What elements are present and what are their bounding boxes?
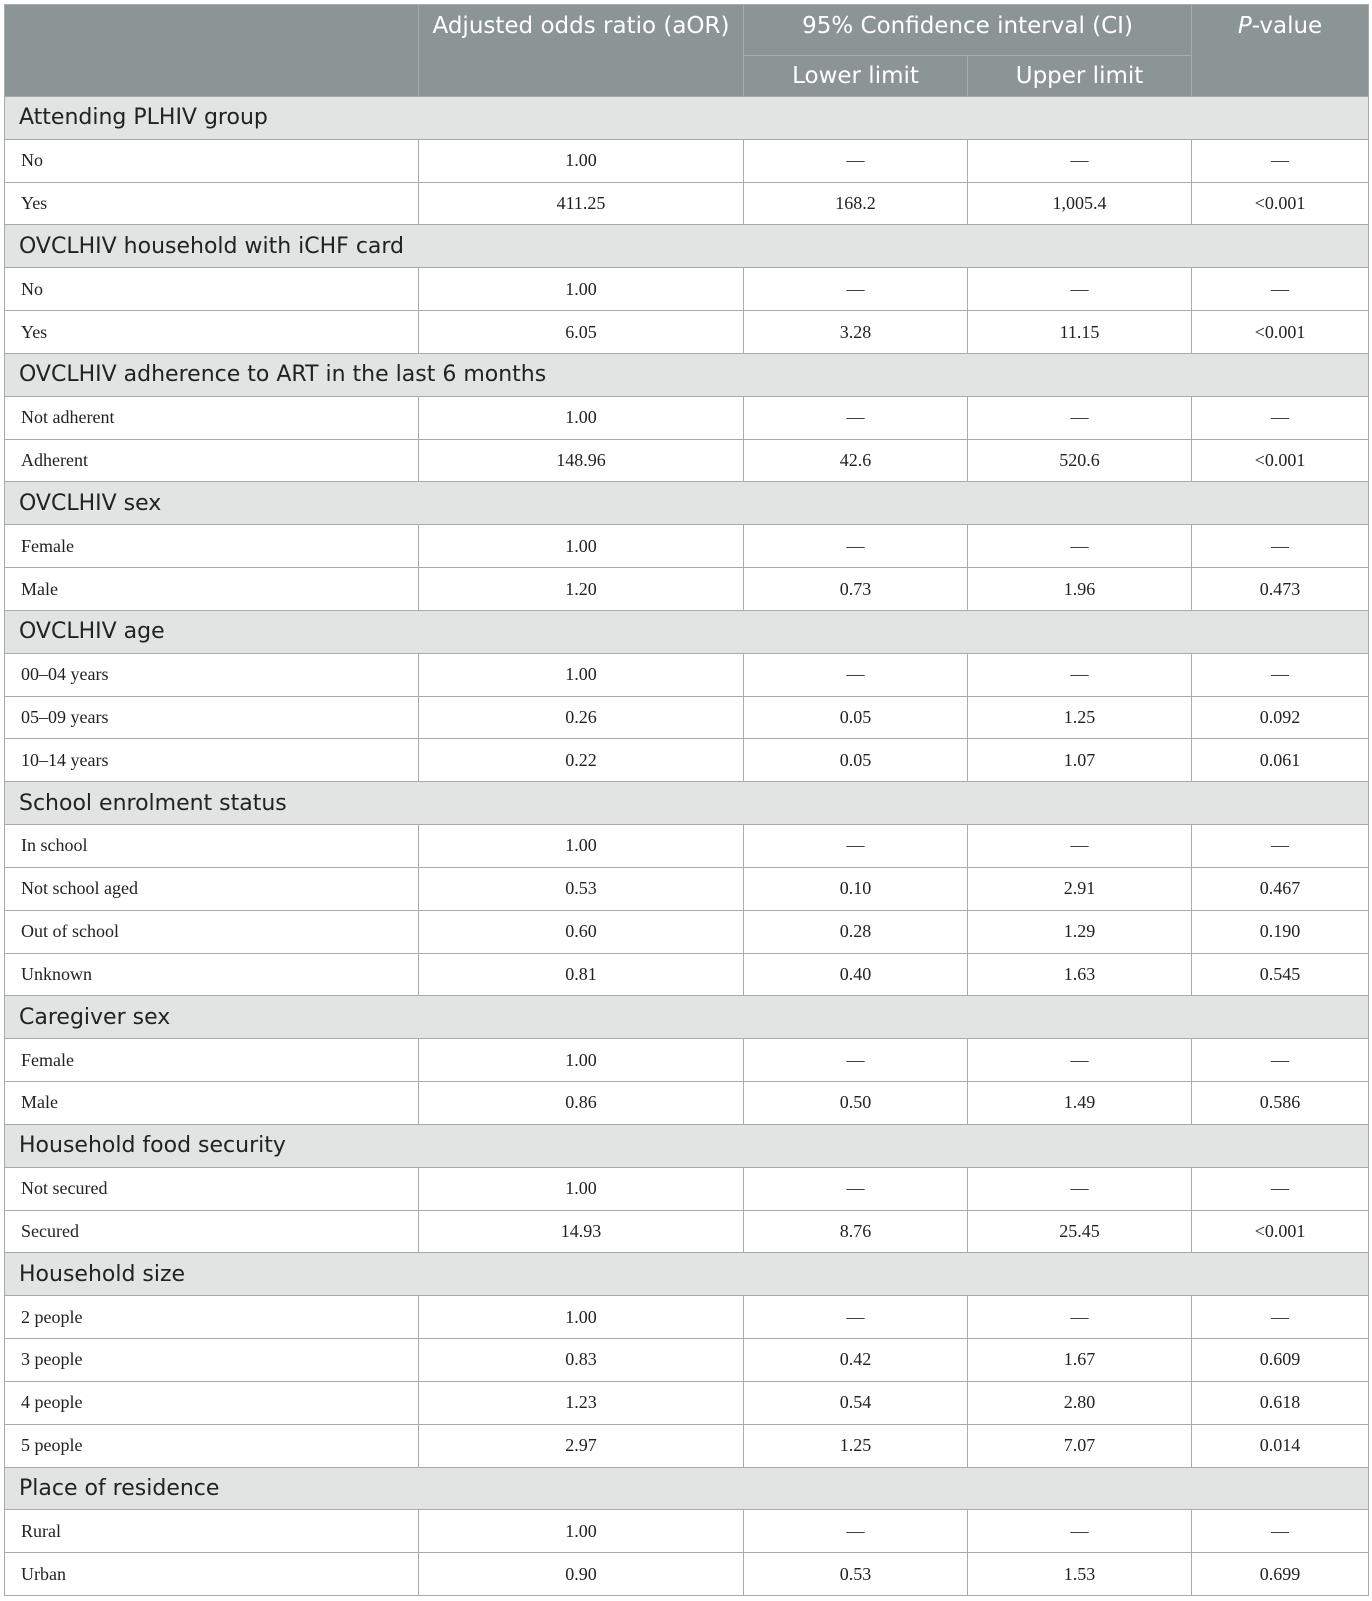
table-row [5,139,1369,182]
table-row [5,739,1369,782]
ci-lower-cell: — [744,268,968,311]
row-label: 10–14 years [5,739,419,782]
ci-upper-cell: 1.53 [968,1553,1192,1596]
ci-upper-cell: 25.45 [968,1210,1192,1253]
p-value-cell: 0.473 [1192,568,1369,611]
aor-cell: 1.20 [419,568,744,611]
aor-cell: 1.23 [419,1381,744,1424]
p-value-cell: — [1192,1296,1369,1339]
table-row [5,1553,1369,1596]
ci-lower-cell: — [744,653,968,696]
aor-cell: 1.00 [419,653,744,696]
ci-upper-cell: — [968,1296,1192,1339]
row-label: Not secured [5,1167,419,1210]
ci-upper-cell: 2.91 [968,867,1192,910]
header-ci: 95% Confidence interval (CI) [744,5,1192,56]
aor-cell: 0.86 [419,1082,744,1125]
p-value-cell: 0.618 [1192,1381,1369,1424]
p-value-cell: — [1192,525,1369,568]
ci-lower-cell: 0.10 [744,867,968,910]
p-value-cell: 0.014 [1192,1424,1369,1467]
aor-cell: 1.00 [419,825,744,868]
row-label: Female [5,1039,419,1082]
group-row [5,353,1369,396]
row-label: Unknown [5,953,419,996]
row-label: No [5,268,419,311]
group-title: Household food security [5,1124,1369,1167]
p-value-cell: — [1192,1167,1369,1210]
ci-lower-cell: 8.76 [744,1210,968,1253]
ci-upper-cell: 1,005.4 [968,182,1192,225]
aor-cell: 1.00 [419,268,744,311]
ci-lower-cell: — [744,1167,968,1210]
group-title: OVCLHIV age [5,610,1369,653]
row-label: 3 people [5,1339,419,1382]
group-title: Attending PLHIV group [5,97,1369,140]
row-label: Yes [5,182,419,225]
p-value-cell: <0.001 [1192,182,1369,225]
table-row [5,867,1369,910]
header-blank [5,5,419,97]
p-value-cell: 0.699 [1192,1553,1369,1596]
group-row [5,996,1369,1039]
table-row [5,396,1369,439]
ci-upper-cell: 1.67 [968,1339,1192,1382]
ci-lower-cell: — [744,825,968,868]
p-value-cell: <0.001 [1192,1210,1369,1253]
aor-cell: 1.00 [419,1510,744,1553]
ci-lower-cell: 1.25 [744,1424,968,1467]
ci-lower-cell: 168.2 [744,182,968,225]
group-title: Caregiver sex [5,996,1369,1039]
group-row [5,782,1369,825]
group-row [5,1467,1369,1510]
aor-cell: 1.00 [419,525,744,568]
odds-ratio-table [4,4,1369,1596]
ci-upper-cell: 1.63 [968,953,1192,996]
table-row [5,1210,1369,1253]
row-label: 05–09 years [5,696,419,739]
group-row [5,482,1369,525]
table-row [5,1082,1369,1125]
table-row [5,439,1369,482]
table-row [5,696,1369,739]
row-label: Male [5,1082,419,1125]
table-row [5,1167,1369,1210]
aor-cell: 1.00 [419,1167,744,1210]
p-value-cell: — [1192,396,1369,439]
aor-cell: 411.25 [419,182,744,225]
row-label: Female [5,525,419,568]
header-aor: Adjusted odds ratio (aOR) [419,5,744,97]
row-label: Male [5,568,419,611]
ci-upper-cell: 1.49 [968,1082,1192,1125]
aor-cell: 0.26 [419,696,744,739]
group-title: Household size [5,1253,1369,1296]
ci-upper-cell: — [968,268,1192,311]
table-row [5,311,1369,354]
row-label: Not school aged [5,867,419,910]
table-row [5,525,1369,568]
row-label: Yes [5,311,419,354]
p-value-cell: <0.001 [1192,439,1369,482]
aor-cell: 1.00 [419,139,744,182]
ci-upper-cell: 11.15 [968,311,1192,354]
ci-upper-cell: 2.80 [968,1381,1192,1424]
table-row [5,568,1369,611]
group-row [5,1124,1369,1167]
ci-lower-cell: 42.6 [744,439,968,482]
aor-cell: 2.97 [419,1424,744,1467]
p-value-cell: 0.061 [1192,739,1369,782]
aor-cell: 1.00 [419,396,744,439]
table-body [5,97,1369,1596]
row-label: 5 people [5,1424,419,1467]
p-value-cell: 0.190 [1192,910,1369,953]
ci-upper-cell: 1.29 [968,910,1192,953]
table-row [5,1296,1369,1339]
header-upper-limit: Upper limit [968,56,1192,97]
ci-upper-cell: — [968,1039,1192,1082]
aor-cell: 14.93 [419,1210,744,1253]
row-label: 00–04 years [5,653,419,696]
group-title: School enrolment status [5,782,1369,825]
ci-upper-cell: 1.07 [968,739,1192,782]
ci-lower-cell: 0.28 [744,910,968,953]
p-value-cell: — [1192,1510,1369,1553]
aor-cell: 0.81 [419,953,744,996]
ci-upper-cell: 520.6 [968,439,1192,482]
row-label: Not adherent [5,396,419,439]
ci-upper-cell: — [968,139,1192,182]
p-value-cell: — [1192,1039,1369,1082]
header-p-italic: P [1237,13,1252,39]
table-row [5,953,1369,996]
group-title: OVCLHIV adherence to ART in the last 6 months [5,353,1369,396]
ci-lower-cell: 0.05 [744,739,968,782]
row-label: In school [5,825,419,868]
table-row [5,1339,1369,1382]
header-row [5,5,1369,56]
row-label: Adherent [5,439,419,482]
ci-lower-cell: — [744,1039,968,1082]
p-value-cell: 0.545 [1192,953,1369,996]
ci-lower-cell: 0.50 [744,1082,968,1125]
ci-upper-cell: 7.07 [968,1424,1192,1467]
table-row [5,268,1369,311]
row-label: Out of school [5,910,419,953]
group-row [5,97,1369,140]
ci-lower-cell: 3.28 [744,311,968,354]
ci-upper-cell: — [968,396,1192,439]
p-value-cell: — [1192,139,1369,182]
ci-upper-cell: — [968,1510,1192,1553]
ci-lower-cell: — [744,139,968,182]
ci-lower-cell: 0.42 [744,1339,968,1382]
p-value-cell: — [1192,825,1369,868]
table-row [5,653,1369,696]
group-title: Place of residence [5,1467,1369,1510]
row-label: 2 people [5,1296,419,1339]
p-value-cell: — [1192,653,1369,696]
group-title: OVCLHIV household with iCHF card [5,225,1369,268]
ci-lower-cell: 0.73 [744,568,968,611]
p-value-cell: 0.092 [1192,696,1369,739]
aor-cell: 1.00 [419,1039,744,1082]
row-label: Urban [5,1553,419,1596]
p-value-cell: 0.609 [1192,1339,1369,1382]
ci-lower-cell: 0.53 [744,1553,968,1596]
group-row [5,225,1369,268]
p-value-cell: 0.586 [1192,1082,1369,1125]
table-row [5,1039,1369,1082]
ci-upper-cell: 1.96 [968,568,1192,611]
ci-lower-cell: 0.54 [744,1381,968,1424]
ci-upper-cell: — [968,825,1192,868]
aor-cell: 0.53 [419,867,744,910]
table-row [5,1381,1369,1424]
group-row [5,610,1369,653]
p-value-cell: 0.467 [1192,867,1369,910]
ci-lower-cell: — [744,396,968,439]
p-value-cell: — [1192,268,1369,311]
aor-cell: 0.60 [419,910,744,953]
ci-upper-cell: — [968,653,1192,696]
aor-cell: 6.05 [419,311,744,354]
table-row [5,182,1369,225]
ci-upper-cell: 1.25 [968,696,1192,739]
table-row [5,825,1369,868]
aor-cell: 0.22 [419,739,744,782]
table-row [5,1424,1369,1467]
ci-lower-cell: — [744,1296,968,1339]
ci-upper-cell: — [968,1167,1192,1210]
aor-cell: 0.83 [419,1339,744,1382]
ci-upper-cell: — [968,525,1192,568]
table-row [5,910,1369,953]
row-label: 4 people [5,1381,419,1424]
header-lower-limit: Lower limit [744,56,968,97]
ci-lower-cell: 0.40 [744,953,968,996]
row-label: Secured [5,1210,419,1253]
group-title: OVCLHIV sex [5,482,1369,525]
ci-lower-cell: — [744,525,968,568]
ci-lower-cell: — [744,1510,968,1553]
header-p-value [1192,5,1369,97]
row-label: Rural [5,1510,419,1553]
row-label: No [5,139,419,182]
group-row [5,1253,1369,1296]
ci-lower-cell: 0.05 [744,696,968,739]
aor-cell: 0.90 [419,1553,744,1596]
header-p-rest: -value [1251,13,1323,39]
aor-cell: 148.96 [419,439,744,482]
table-row [5,1510,1369,1553]
aor-cell: 1.00 [419,1296,744,1339]
p-value-cell: <0.001 [1192,311,1369,354]
